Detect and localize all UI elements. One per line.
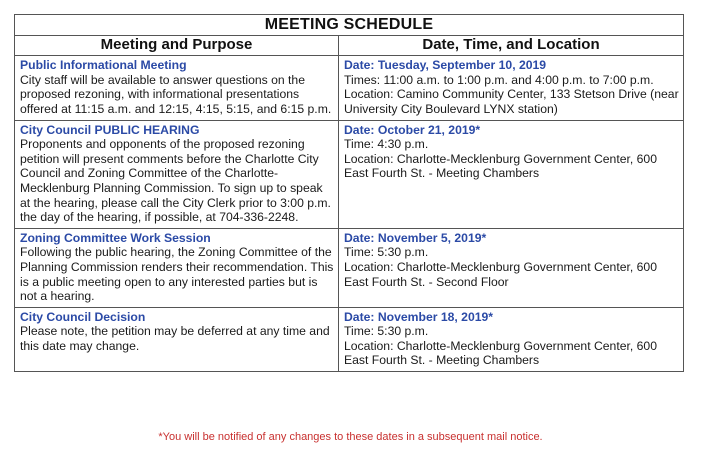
datetime-cell [339, 120, 684, 228]
table-row [15, 228, 684, 307]
meeting-location: Location: Charlotte-Mecklenburg Government Center, 600 East Fourth St. - Meeting Chambers [344, 151, 657, 181]
meeting-cell [15, 56, 339, 120]
meeting-title: City Council Decision [20, 309, 146, 324]
meeting-location: Location: Camino Community Center, 133 Stetson Drive (near University City Boulevard LYNX station) [344, 87, 679, 116]
meeting-purpose: Proponents and opponents of the proposed rezoning petition will present comments before the Charlotte City Council and Zoning Committee of the Charlotte-Mecklenburg Planning Commission. To sign up to speak at the hearing, please call the City Clerk prior to 3:00 p.m. the day of the hearing, if possible, at 704-336-2248. [20, 137, 331, 225]
column-header-date-time-location: Date, Time, and Location [339, 35, 684, 56]
meeting-title: Zoning Committee Work Session [20, 230, 211, 245]
meeting-title: Public Informational Meeting [20, 58, 187, 73]
datetime-cell [339, 56, 684, 120]
meeting-time: Times: 11:00 a.m. to 1:00 p.m. and 4:00 p.m. to 7:00 p.m. [344, 72, 654, 87]
column-header-meeting-purpose: Meeting and Purpose [15, 35, 339, 56]
datetime-cell [339, 228, 684, 307]
meeting-cell [15, 228, 339, 307]
meeting-date: Date: Tuesday, September 10, 2019 [344, 58, 547, 73]
table-row [15, 120, 684, 228]
meeting-time: Time: 5:30 p.m. [344, 324, 429, 339]
datetime-cell [339, 307, 684, 371]
meeting-purpose: City staff will be available to answer questions on the proposed rezoning, with informational presentations offered at 11:15 a.m. and 12:15, 4:15, 5:15, and 6:15 p.m. [20, 72, 332, 116]
footnote-notice: *You will be notified of any changes to these dates in a subsequent mail notice. [158, 431, 543, 443]
meeting-purpose: Please note, the petition may be deferred at any time and this date may change. [20, 324, 330, 353]
title-row [15, 15, 684, 36]
table-row [15, 307, 684, 371]
meeting-time: Time: 4:30 p.m. [344, 137, 429, 152]
meeting-date: Date: November 18, 2019* [344, 309, 494, 324]
meeting-cell [15, 307, 339, 371]
meeting-cell [15, 120, 339, 228]
table-row [15, 56, 684, 120]
meeting-location: Location: Charlotte-Mecklenburg Government Center, 600 East Fourth St. - Second Floor [344, 259, 657, 289]
meeting-title: City Council PUBLIC HEARING [20, 122, 200, 137]
schedule-title: MEETING SCHEDULE [15, 15, 684, 36]
meeting-purpose: Following the public hearing, the Zoning Committee of the Planning Commission renders their recommendation. This is a public meeting open to any interested parties but is not a hearing. [20, 245, 334, 304]
meeting-date: Date: November 5, 2019* [344, 230, 487, 245]
meeting-location: Location: Charlotte-Mecklenburg Government Center, 600 East Fourth St. - Meeting Chambers [344, 338, 657, 368]
meeting-date: Date: October 21, 2019* [344, 122, 481, 137]
meeting-schedule-table [14, 14, 684, 372]
header-row [15, 35, 684, 56]
meeting-time: Time: 5:30 p.m. [344, 245, 429, 260]
